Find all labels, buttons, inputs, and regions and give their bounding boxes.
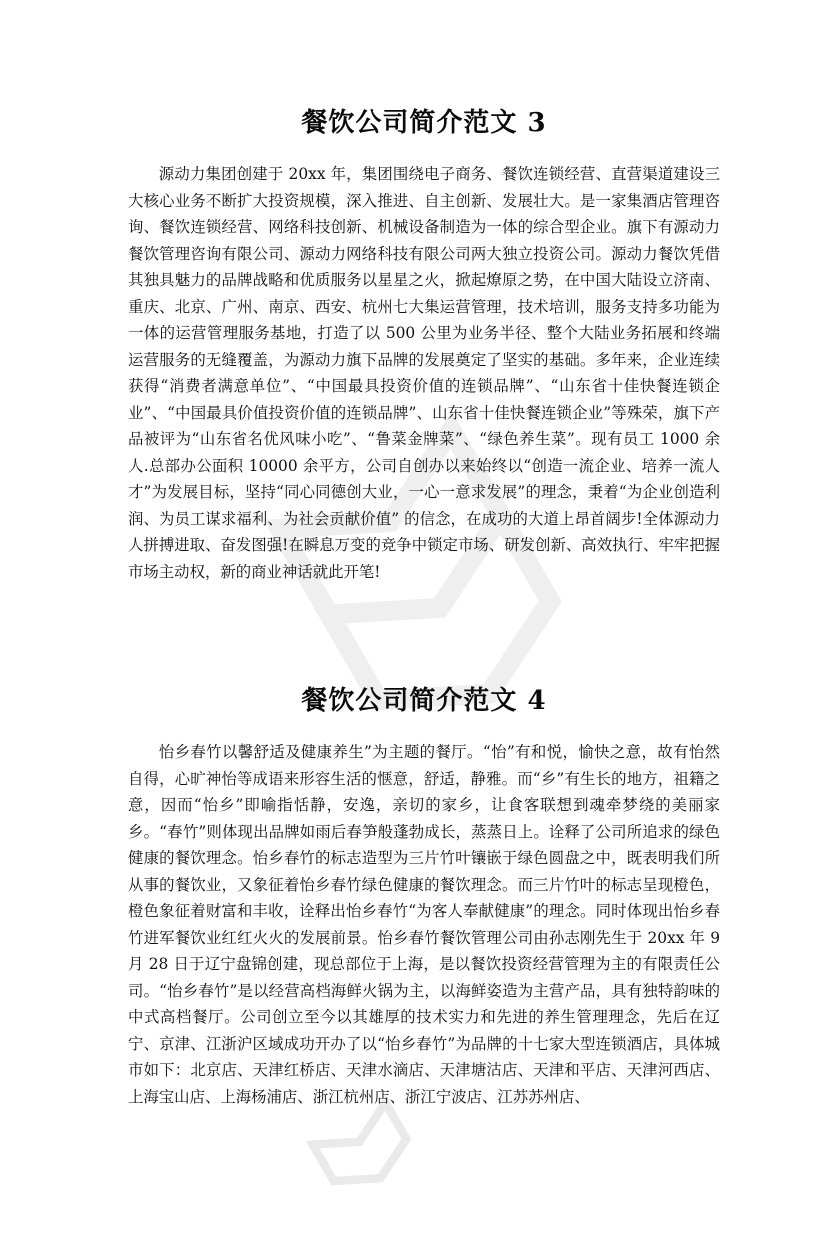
section-paragraph: 怡乡春竹以馨舒适及健康养生”为主题的餐厅。“怡”有和悦，愉快之意，故有怡然自得，心旷神怡等成语来形容生活的惬意，舒适，静雅。而“乡”有生长的地方，祖籍之意，因而“怡乡”即喻指恬静，安逸，亲切的家乡，让食客联想到魂牵梦绕的美丽家乡。“春竹”则体现出品牌如雨后春笋般蓬勃成长，蒸蒸日上。诠释了公司所追求的绿色健康的餐饮理念。怡乡春竹的标志造型为三片竹叶镶嵌于绿色圆盘之中，既表明我们所从事的餐饮业，又象征着怡乡春竹绿色健康的餐饮理念。而三片竹叶的标志呈现橙色，橙色象征着财富和丰收，诠释出怡乡春竹“为客人奉献健康”的理念。同时体现出怡乡春竹进军餐饮业红红火火的发展前景。怡乡春竹餐饮管理公司由孙志刚先生于 20xx 年 9 月 28 日于辽宁盘锦创建，现总部位于上海，是以餐饮投资经营管理为主的有限责任公司。“怡乡春竹”是以经营高档海鲜火锅为主，以海鲜姿造为主营产品，具有独特韵味的中式高档餐厅。公司创立至今以其雄厚的技术实力和先进的养生管理理念，先后在辽宁、京津、江浙沪区域成功开办了以“怡乡春竹”为品牌的十七家大型连锁酒店，具体城市如下：北京店、天津红桥店、天津水滴店、天津塘沽店、天津和平店、天津河西店、上海宝山店、上海杨浦店、浙江杭州店、浙江宁波店、江苏苏州店、 — [128, 743, 720, 1106]
section-title: 餐饮公司简介范文 3 — [301, 108, 547, 138]
section-title: 餐饮公司简介范文 4 — [301, 686, 547, 716]
section-paragraph: 源动力集团创建于 20xx 年，集团围绕电子商务、餐饮连锁经营、直营渠道建设三大核心业务不断扩大投资规模，深入推进、自主创新、发展壮大。是一家集酒店管理咨询、餐饮连锁经营、网络科技创新、机械设备制造为一体的综合型企业。旗下有源动力餐饮管理咨询有限公司、源动力网络科技有限公司两大独立投资公司。源动力餐饮凭借其独具魅力的品牌战略和优质服务以星星之火，掀起燎原之势，在中国大陆设立济南、重庆、北京、广州、南京、西安、杭州七大集运营管理，技术培训，服务支持多功能为一体的运营管理服务基地，打造了以 500 公里为业务半径、整个大陆业务拓展和终端运营服务的无缝覆盖，为源动力旗下品牌的发展奠定了坚实的基础。多年来，企业连续获得“消费者满意单位”、“中国最具投资价值的连锁品牌”、“山东省十佳快餐连锁企业”、“中国最具价值投资价值的连锁品牌”、山东省十佳快餐连锁企业”等殊荣，旗下产品被评为“山东省名优风味小吃”、“鲁菜金牌菜”、“绿色养生菜”。现有员工 1000 余人.总部办公面积 10000 余平方，公司自创办以来始终以“创造一流企业、培养一流人才”为发展目标，坚持“同心同德创大业，一心一意求发展”的理念，秉着“为企业创造利润、为员工谋求福利、为社会贡献价值” 的信念，在成功的大道上昂首阔步!全体源动力人拼搏进取、奋发图强!在瞬息万变的竞争中锁定市场、研发创新、高效执行、牢牢把握市场主动权，新的商业神话就此开笔! — [128, 165, 720, 581]
section-sample-4 — [128, 680, 720, 1110]
section-sample-3 — [128, 102, 720, 585]
